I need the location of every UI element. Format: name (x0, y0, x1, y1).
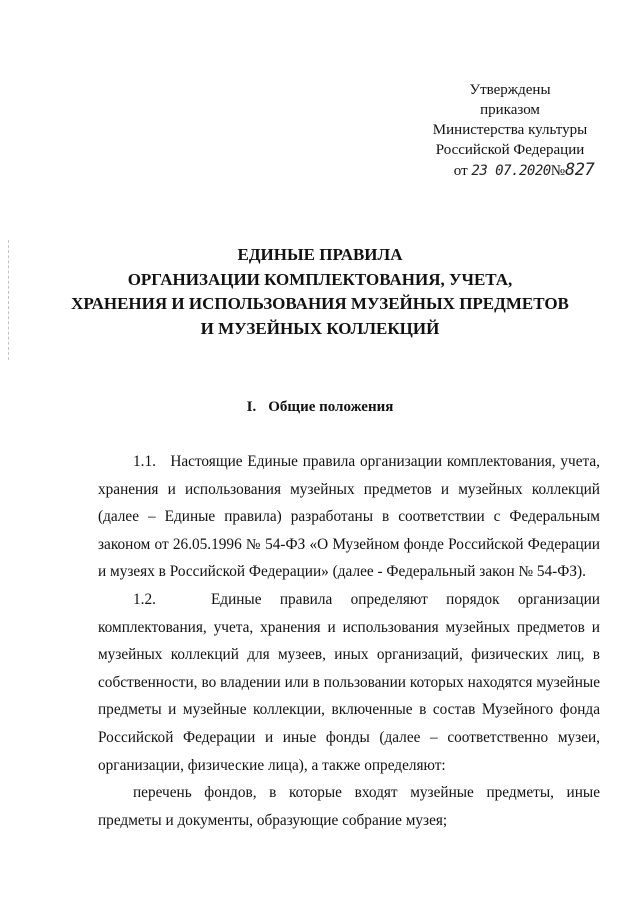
approval-block (420, 80, 600, 181)
document-title (60, 243, 580, 341)
title-line: ХРАНЕНИЯ И ИСПОЛЬЗОВАНИЯ МУЗЕЙНЫХ ПРЕДМЕТОВ (71, 294, 569, 313)
handwritten-number: 827 (565, 160, 595, 180)
approval-line: Утверждены (469, 82, 551, 98)
paragraph-1-1 (98, 448, 600, 586)
paragraph-1-2 (98, 586, 600, 779)
section-heading (60, 399, 580, 416)
approval-line: приказом (480, 102, 540, 118)
number-sign: № (550, 163, 565, 179)
paragraph-text: Настоящие Единые правила организации комплектования, учета, хранения и использования музейных предметов и музейных коллекций (далее – Единые правила) разработаны в соответствии с Федеральным законом от 26.05.1996 № 54-ФЗ «О Музейном фонде Российской Федерации и музеях в Российской Федерации» (далее - Федеральный закон № 54-ФЗ). (98, 453, 600, 581)
paragraph-list-item: перечень фондов, в которые входят музейные предметы, иные предметы и документы, образующие собрание музея; (98, 784, 600, 829)
section-numeral: I. (246, 399, 257, 415)
approval-date-line (420, 160, 600, 181)
section-title: Общие положения (268, 399, 394, 415)
title-line: И МУЗЕЙНЫХ КОЛЛЕКЦИЙ (200, 318, 440, 338)
approval-line: Российской Федерации (435, 142, 585, 158)
paragraph-number: 1.2. (133, 590, 156, 608)
title-line: ЕДИНЫЕ ПРАВИЛА (237, 245, 403, 264)
date-prefix: от (453, 163, 468, 179)
title-line: ОРГАНИЗАЦИИ КОМПЛЕКТОВАНИЯ, УЧЕТА, (127, 269, 513, 289)
scan-artifact (8, 240, 10, 360)
approval-line: Министерства культуры (432, 122, 588, 138)
paragraph-text: Единые правила определяют порядок организации комплектования, учета, хранения и использования музейных предметов и музейных коллекций для музеев, иных организаций, физических лиц, в собственности, во владении или в пользовании которых находятся музейные предметы и музейные коллекции, включенные в состав Музейного фонда Российской Федерации и иные фонды (далее – соответственно музеи, организации, физические лица), а также определяют: (98, 590, 600, 774)
paragraph-number: 1.1. (133, 453, 156, 470)
handwritten-date: 23 07.2020 (471, 163, 551, 179)
document-body (98, 448, 600, 834)
